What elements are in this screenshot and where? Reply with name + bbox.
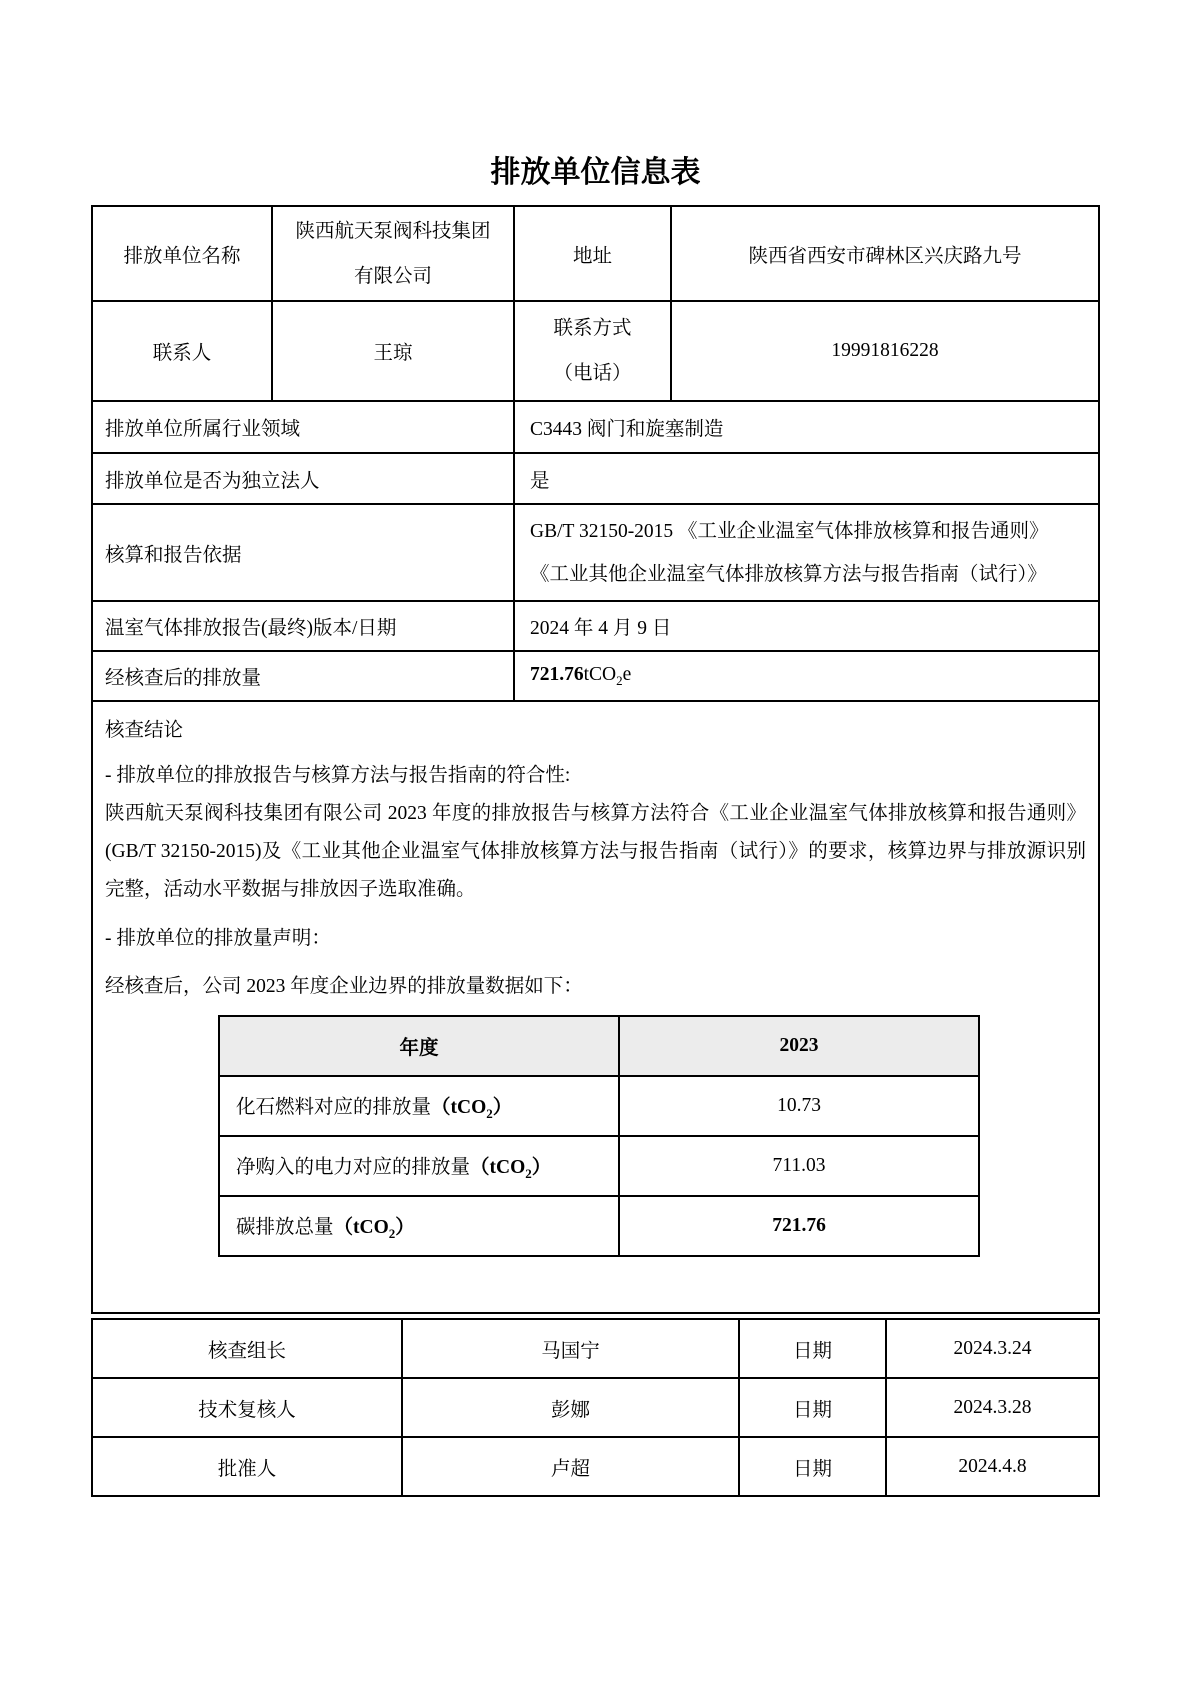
signature-table <box>91 1318 1100 1497</box>
emission-label-text: 碳排放总量 <box>236 1216 334 1238</box>
report-version-label: 温室气体排放报告(最终)版本/日期 <box>92 601 514 651</box>
emission-value-electricity: 711.03 <box>619 1136 979 1196</box>
row-industry <box>92 401 1099 453</box>
address-label: 地址 <box>514 206 671 301</box>
phone-value: 19991816228 <box>671 301 1099 401</box>
emission-unit-sub: 2 <box>486 1105 493 1121</box>
unit-name-text: 陕西航天泵阀科技集团有限公司 <box>295 220 491 287</box>
signature-row-approver <box>92 1437 1099 1496</box>
info-table <box>91 205 1100 1314</box>
emission-label-total <box>219 1196 619 1256</box>
emission-unit-suffix: ） <box>531 1156 552 1178</box>
contact-name: 王琼 <box>272 301 514 401</box>
emission-unit-suffix: ） <box>395 1216 415 1238</box>
row-basis <box>92 504 1099 601</box>
emission-label-electricity <box>219 1136 619 1196</box>
conclusion-paragraph: 陕西航天泵阀科技集团有限公司 2023 年度的排放报告与核算方法符合《工业企业温室气体排放核算和报告通则》(GB/T 32150-2015)及《工业其他企业温室气体排放核算方法与报告指南（试行）》的要求，核算边界与排放源识别完整，活动水平数据与排放因子选取准确。 <box>105 803 1086 900</box>
conclusion-item-statement: - 排放单位的排放量声明： <box>105 928 331 949</box>
conclusion-cell <box>92 701 1099 1313</box>
verified-emission-label: 经核查后的排放量 <box>92 651 514 701</box>
phone-label <box>514 301 671 401</box>
row-verified-emission <box>92 651 1099 701</box>
signature-row-leader <box>92 1319 1099 1378</box>
contact-label: 联系人 <box>92 301 272 401</box>
emission-unit-sub: 2 <box>525 1165 532 1181</box>
emission-header-row <box>219 1016 979 1076</box>
conclusion-intro: 经核查后，公司 2023 年度企业边界的排放量数据如下： <box>105 976 583 997</box>
emission-row-electricity <box>219 1136 979 1196</box>
emission-data-table <box>218 1015 980 1257</box>
emission-unit: （tCO <box>431 1096 487 1118</box>
verified-emission-unit-sub: 2 <box>616 672 623 688</box>
sig-role-cell: 批准人 <box>92 1437 402 1496</box>
emission-value-fossil: 10.73 <box>619 1076 979 1136</box>
sig-name-cell: 卢超 <box>402 1437 739 1496</box>
emission-label-text: 化石燃料对应的排放量 <box>236 1096 432 1118</box>
sig-name-cell: 马国宁 <box>402 1319 739 1378</box>
legal-label: 排放单位是否为独立法人 <box>92 453 514 504</box>
sig-name-cell: 彭娜 <box>402 1378 739 1437</box>
emission-row-fossil <box>219 1076 979 1136</box>
basis-line1: GB/T 32150-2015 《工业企业温室气体排放核算和报告通则》 <box>530 520 1049 542</box>
sig-date-value-cell: 2024.3.28 <box>886 1378 1099 1437</box>
emission-value-total: 721.76 <box>619 1196 979 1256</box>
basis-label: 核算和报告依据 <box>92 504 514 601</box>
basis-value <box>514 504 1099 601</box>
emission-unit: （tCO <box>470 1156 526 1178</box>
emission-unit-suffix: ） <box>492 1096 513 1118</box>
emission-header-label: 年度 <box>219 1016 619 1076</box>
sig-date-value-cell: 2024.4.8 <box>886 1437 1099 1496</box>
emission-label-text: 净购入的电力对应的排放量 <box>236 1156 471 1178</box>
sig-date-label-cell: 日期 <box>739 1378 886 1437</box>
conclusion-heading: 核查结论 <box>105 720 184 741</box>
emission-header-year: 2023 <box>619 1016 979 1076</box>
emission-unit: （tCO <box>333 1216 389 1238</box>
industry-value: C3443 阀门和旋塞制造 <box>514 401 1099 453</box>
address-value: 陕西省西安市碑林区兴庆路九号 <box>671 206 1099 301</box>
emission-row-total <box>219 1196 979 1256</box>
unit-name-value <box>272 206 514 301</box>
verified-emission-value <box>514 651 1099 701</box>
emission-label-fossil <box>219 1076 619 1136</box>
verified-emission-unit: tCO <box>583 663 617 685</box>
sig-date-label-cell: 日期 <box>739 1319 886 1378</box>
legal-value: 是 <box>514 453 1099 504</box>
signature-row-reviewer <box>92 1378 1099 1437</box>
sig-role-cell: 技术复核人 <box>92 1378 402 1437</box>
emission-unit-sub: 2 <box>388 1225 396 1241</box>
row-conclusion <box>92 701 1099 1313</box>
sig-date-value-cell: 2024.3.24 <box>886 1319 1099 1378</box>
row-contact <box>92 301 1099 401</box>
basis-line2: 《工业其他企业温室气体排放核算方法与报告指南（试行）》 <box>530 563 1047 585</box>
phone-label-line2: （电话） <box>553 363 632 384</box>
row-report-version <box>92 601 1099 651</box>
sig-role-cell: 核查组长 <box>92 1319 402 1378</box>
row-legal-entity <box>92 453 1099 504</box>
industry-label: 排放单位所属行业领域 <box>92 401 514 453</box>
phone-label-line1: 联系方式 <box>553 318 632 339</box>
report-version-value: 2024 年 4 月 9 日 <box>514 601 1099 651</box>
unit-name-label: 排放单位名称 <box>92 206 272 301</box>
verified-emission-unit-suffix: e <box>622 663 632 685</box>
verified-emission-number: 721.76 <box>530 663 584 685</box>
row-unit-name <box>92 206 1099 301</box>
conclusion-item-compliance: - 排放单位的排放报告与核算方法与报告指南的符合性: <box>105 765 571 786</box>
sig-date-label-cell: 日期 <box>739 1437 886 1496</box>
page-title: 排放单位信息表 <box>490 156 701 189</box>
